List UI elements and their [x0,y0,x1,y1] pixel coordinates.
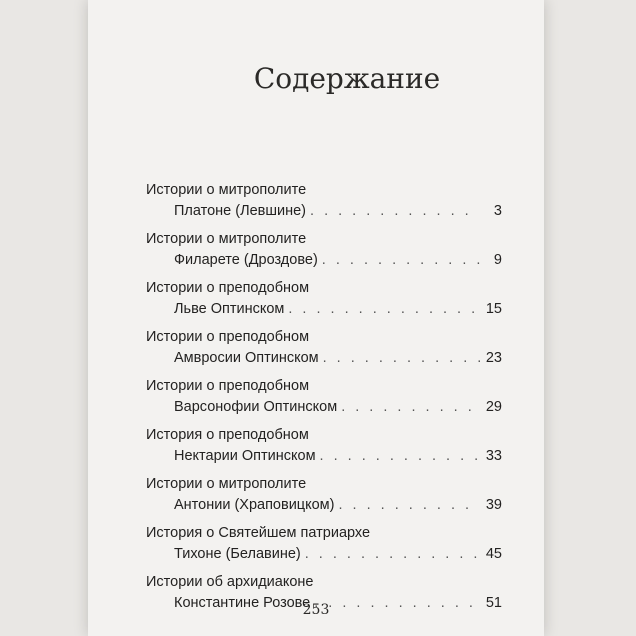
toc-entry-page-number: 3 [493,203,502,219]
toc-entry-subject-line [146,544,502,565]
toc-entry-subject-line [146,201,502,222]
toc-entry-subject-line [146,495,502,516]
toc-entry [146,523,502,565]
dot-leader [310,201,480,222]
toc-entry-heading: История о преподобном [146,427,309,443]
table-of-contents [146,180,502,621]
toc-entry-subject: Льве Оптинском [174,301,285,317]
toc-entry-page-number: 51 [485,595,502,611]
toc-entry-subject: Амвросии Оптинском [174,350,319,366]
folio-page-number: 253 [302,602,330,618]
toc-entry-subject-line [146,250,502,271]
toc-entry-heading: История о Святейшем патриархе [146,525,371,541]
dot-leader [341,397,480,418]
dot-leader [323,348,480,369]
toc-entry-subject: Варсонофии Оптинском [174,399,338,415]
toc-entry-subject-line [146,446,502,467]
toc-entry-subject: Филарете (Дроздове) [174,252,318,268]
toc-entry [146,376,502,418]
toc-entry-heading: Истории о митрополите [146,476,307,492]
dot-leader [322,250,480,271]
toc-entry-heading: Истории о митрополите [146,182,307,198]
toc-entry [146,425,502,467]
toc-entry-page-number: 15 [485,301,502,317]
toc-entry-subject: Платоне (Левшине) [174,203,307,219]
toc-entry-heading: Истории о преподобном [146,378,310,394]
toc-entry-subject: Тихоне (Белавине) [174,546,301,562]
toc-entry-heading: Истории о преподобном [146,329,310,345]
toc-entry [146,278,502,320]
toc-entry-subject-line [146,299,502,320]
dot-leader [288,299,480,320]
toc-entry-subject: Антонии (Храповицком) [174,497,335,513]
dot-leader [338,495,480,516]
toc-entry-subject: Нектарии Оптинском [174,448,316,464]
toc-entry-page-number: 33 [485,448,502,464]
toc-entry [146,474,502,516]
toc-entry-page-number: 45 [485,546,502,562]
toc-entry [146,180,502,222]
toc-entry-page-number: 29 [485,399,502,415]
dot-leader [320,446,480,467]
page-title: Содержание [253,62,441,95]
toc-entry-page-number: 39 [485,497,502,513]
toc-entry-subject-line [146,397,502,418]
toc-entry-subject: Константине Розове [174,595,311,611]
toc-entry-heading: Истории о митрополите [146,231,307,247]
toc-entry [146,229,502,271]
toc-entry-page-number: 23 [485,350,502,366]
dot-leader [305,544,480,565]
book-page [88,0,544,636]
toc-entry-page-number: 9 [493,252,502,268]
toc-entry [146,327,502,369]
toc-entry-heading: Истории о преподобном [146,280,310,296]
toc-entry-subject-line [146,348,502,369]
toc-entry-heading: Истории об архидиаконе [146,574,314,590]
